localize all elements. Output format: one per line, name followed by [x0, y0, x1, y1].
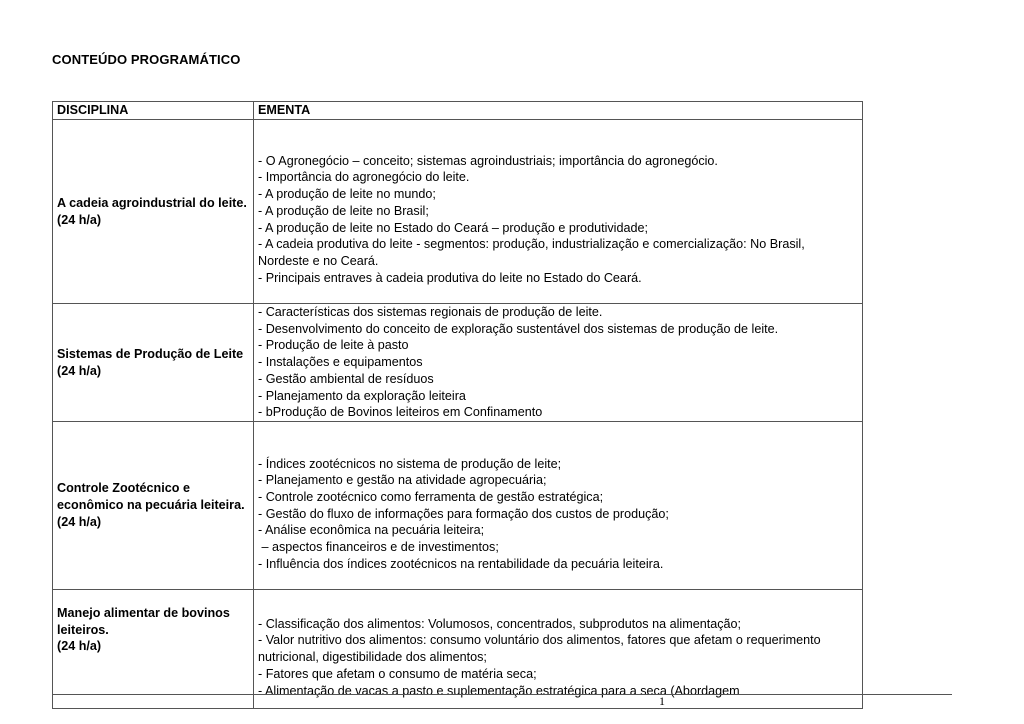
ementa-line: - Índices zootécnicos no sistema de produção de leite; — [258, 456, 562, 471]
ementa-cell — [254, 304, 863, 422]
ementa-line: – aspectos financeiros e de investimentos; — [258, 540, 499, 555]
discipline-name: Controle Zootécnico e econômico na pecuária leiteira. — [57, 481, 245, 513]
ementa-line: - A produção de leite no Estado do Ceará – produção e produtividade; — [258, 220, 648, 235]
table-header-row — [53, 102, 863, 120]
discipline-hours: (24 h/a) — [57, 639, 102, 654]
ementa-line: - Planejamento e gestão na atividade agropecuária; — [258, 473, 547, 488]
ementa-cell — [254, 120, 863, 304]
table-row — [53, 590, 863, 709]
discipline-cell — [53, 422, 254, 590]
header-ementa: EMENTA — [254, 102, 863, 120]
ementa-line: - Influência dos índices zootécnicos na rentabilidade da pecuária leiteira. — [258, 556, 664, 571]
ementa-line: - Produção de leite à pasto — [258, 338, 409, 353]
ementa-line: - Alimentação de vacas a pasto e suplementação estratégica para a seca (Abordagem — [258, 683, 740, 698]
discipline-hours: (24 h/a) — [57, 514, 102, 529]
ementa-line: - A produção de leite no mundo; — [258, 187, 436, 202]
ementa-line: - Instalações e equipamentos — [258, 355, 423, 370]
ementa-line: - Importância do agronegócio do leite. — [258, 170, 470, 185]
discipline-name: Sistemas de Produção de Leite — [57, 346, 244, 361]
ementa-line: - Controle zootécnico como ferramenta de gestão estratégica; — [258, 489, 604, 504]
ementa-cell — [254, 590, 863, 709]
table-row — [53, 422, 863, 590]
footer-divider — [52, 694, 952, 695]
ementa-line: - Análise econômica na pecuária leiteira; — [258, 523, 485, 538]
ementa-line: - Principais entraves à cadeia produtiva do leite no Estado do Ceará. — [258, 270, 642, 285]
ementa-line: - Classificação dos alimentos: Volumosos, concentrados, subprodutos na alimentação; — [258, 616, 742, 631]
ementa-line: - O Agronegócio – conceito; sistemas agroindustriais; importância do agronegócio. — [258, 153, 718, 168]
ementa-line: - Gestão do fluxo de informações para formação dos custos de produção; — [258, 506, 669, 521]
discipline-cell — [53, 304, 254, 422]
program-table — [52, 101, 863, 709]
discipline-hours: (24 h/a) — [57, 212, 102, 227]
discipline-name: Manejo alimentar de bovinos leiteiros. — [57, 606, 230, 637]
ementa-line: - Desenvolvimento do conceito de exploração sustentável dos sistemas de produção de leite. — [258, 321, 779, 336]
page-title: CONTEÚDO PROGRAMÁTICO — [52, 52, 241, 67]
ementa-line: - Características dos sistemas regionais de produção de leite. — [258, 305, 603, 320]
table-row — [53, 120, 863, 304]
header-discipline: DISCIPLINA — [53, 102, 254, 120]
discipline-hours: (24 h/a) — [57, 363, 102, 378]
ementa-line: - A cadeia produtiva do leite - segmentos: produção, industrialização e comercialização: No Brasil, Nordeste e no Ceará. — [258, 237, 805, 268]
table-row — [53, 304, 863, 422]
discipline-cell — [53, 590, 254, 709]
page-number: 1 — [659, 694, 665, 708]
ementa-line: - A produção de leite no Brasil; — [258, 203, 429, 218]
ementa-line: - Fatores que afetam o consumo de matéria seca; — [258, 666, 537, 681]
discipline-name: A cadeia agroindustrial do leite. — [57, 195, 247, 210]
ementa-cell — [254, 422, 863, 590]
ementa-line: - Gestão ambiental de resíduos — [258, 371, 434, 386]
ementa-line: - bProdução de Bovinos leiteiros em Confinamento — [258, 405, 543, 420]
ementa-line: - Valor nutritivo dos alimentos: consumo voluntário dos alimentos, fatores que afetam o requerimento nutricional, digestibilidade dos alimentos; — [258, 633, 821, 665]
ementa-line: - Planejamento da exploração leiteira — [258, 388, 466, 403]
discipline-cell — [53, 120, 254, 304]
